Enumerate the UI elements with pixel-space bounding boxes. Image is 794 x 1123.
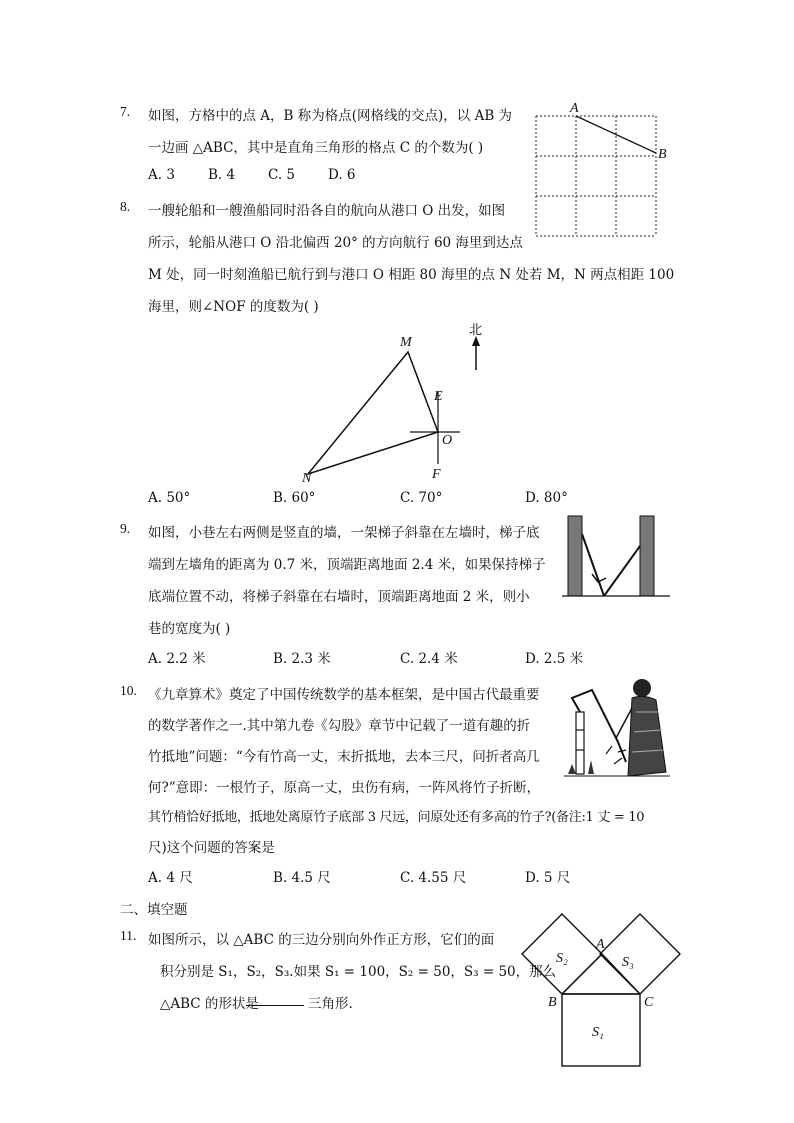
- q10-option-d[interactable]: D. 5 尺: [525, 870, 571, 886]
- q8-option-c[interactable]: C. 70°: [400, 490, 443, 506]
- q7-option-d[interactable]: D. 6: [328, 167, 356, 183]
- q7-text-line1: 如图，方格中的点 A，B 称为格点(网格线的交点)，以 AB 为: [148, 108, 513, 124]
- q7-option-c[interactable]: C. 5: [268, 167, 296, 183]
- q11-label-b: B: [548, 995, 557, 1010]
- q9-option-a[interactable]: A. 2.2 米: [148, 651, 206, 667]
- q8-option-b[interactable]: B. 60°: [273, 490, 316, 506]
- q11-text-line3b: 三角形.: [308, 996, 353, 1012]
- q8-option-a[interactable]: A. 50°: [148, 490, 191, 506]
- q11-label-s2: S₂: [556, 951, 568, 966]
- q11-text-line3a: △ABC 的形状是: [160, 996, 259, 1012]
- q11-label-s3: S₃: [622, 955, 634, 970]
- q7-label-b: B: [658, 147, 667, 162]
- q8-label-n: N: [302, 471, 312, 486]
- q7-number: 7.: [120, 104, 131, 119]
- q10-text-line6: 尺)这个问题的答案是: [148, 840, 275, 856]
- q9-text-line2: 端到左墙角的距离为 0.7 米，顶端距离地面 2.4 米，如果保持梯子: [148, 557, 546, 573]
- q10-text-line3: 竹抵地”问题：“今有竹高一丈，末折抵地，去本三尺，问折者高几: [148, 749, 540, 765]
- q10-option-a[interactable]: A. 4 尺: [148, 870, 193, 886]
- q11-text-line2: 积分别是 S₁，S₂，S₃.如果 S₁ = 100，S₂ = 50，S₃ = 50，那么: [160, 964, 557, 980]
- q10-number: 10.: [120, 683, 137, 698]
- q11-label-s1: S₁: [592, 1025, 604, 1040]
- q10-option-b[interactable]: B. 4.5 尺: [273, 870, 331, 886]
- q11-label-c: C: [644, 995, 654, 1010]
- q10-bamboo-illustration: [562, 672, 672, 790]
- q9-text-line1: 如图，小巷左右两侧是竖直的墙，一架梯子斜靠在左墙时，梯子底: [148, 525, 540, 541]
- q8-label-f: F: [432, 467, 441, 482]
- q9-number: 9.: [120, 521, 131, 536]
- q8-text-line3: M 处，同一时刻渔船已航行到与港口 O 相距 80 海里的点 N 处若 M，N 两点相距 100: [148, 267, 675, 283]
- q8-option-d[interactable]: D. 80°: [525, 490, 568, 506]
- q8-label-e: E: [434, 389, 443, 404]
- q11-answer-blank[interactable]: [246, 1005, 304, 1006]
- section-title: 二、填空题: [120, 902, 188, 918]
- q11-text-line1: 如图所示，以 △ABC 的三边分别向外作正方形，它们的面: [148, 932, 495, 948]
- q9-ladder-figure: [560, 512, 680, 602]
- q8-navigation-figure: [300, 322, 520, 492]
- q8-label-north: 北: [469, 323, 483, 338]
- q8-text-line2: 所示，轮船从港口 O 沿北偏西 20° 的方向航行 60 海里到达点: [148, 235, 523, 251]
- q11-label-a: A: [596, 937, 605, 952]
- q8-label-o: O: [442, 433, 453, 448]
- q11-squares-figure: [520, 914, 680, 1074]
- q9-text-line4: 巷的宽度为( ): [148, 621, 231, 637]
- q9-text-line3: 底端位置不动，将梯子斜靠在右墙时，顶端距离地面 2 米，则小: [148, 589, 530, 605]
- q7-text-line2: 一边画 △ABC，其中是直角三角形的格点 C 的个数为( ): [148, 140, 484, 156]
- q7-grid-figure: [530, 100, 690, 240]
- q7-label-a: A: [570, 101, 579, 116]
- q10-text-line5: 其竹梢恰好抵地，抵地处离原竹子底部 3 尺远，问原处还有多高的竹子?(备注:1 丈 = 10: [148, 810, 645, 825]
- q8-text-line4: 海里，则∠NOF 的度数为( ): [148, 299, 319, 315]
- q10-text-line4: 何?”意即：一根竹子，原高一丈，虫伤有病，一阵风将竹子折断，: [148, 780, 541, 796]
- q7-option-a[interactable]: A. 3: [148, 167, 175, 183]
- q9-option-c[interactable]: C. 2.4 米: [400, 651, 458, 667]
- q8-text-line1: 一艘轮船和一艘渔船同时沿各自的航向从港口 O 出发，如图: [148, 203, 506, 219]
- q7-option-b[interactable]: B. 4: [208, 167, 236, 183]
- q10-text-line1: 《九章算术》奠定了中国传统数学的基本框架，是中国古代最重要: [148, 687, 540, 703]
- q8-label-m: M: [400, 335, 412, 350]
- q8-number: 8.: [120, 199, 131, 214]
- q11-number: 11.: [120, 928, 137, 943]
- q10-text-line2: 的数学著作之一.其中第九卷《勾股》章节中记载了一道有趣的折: [148, 718, 531, 734]
- q9-option-d[interactable]: D. 2.5 米: [525, 651, 584, 667]
- q9-option-b[interactable]: B. 2.3 米: [273, 651, 331, 667]
- q10-option-c[interactable]: C. 4.55 尺: [400, 870, 467, 886]
